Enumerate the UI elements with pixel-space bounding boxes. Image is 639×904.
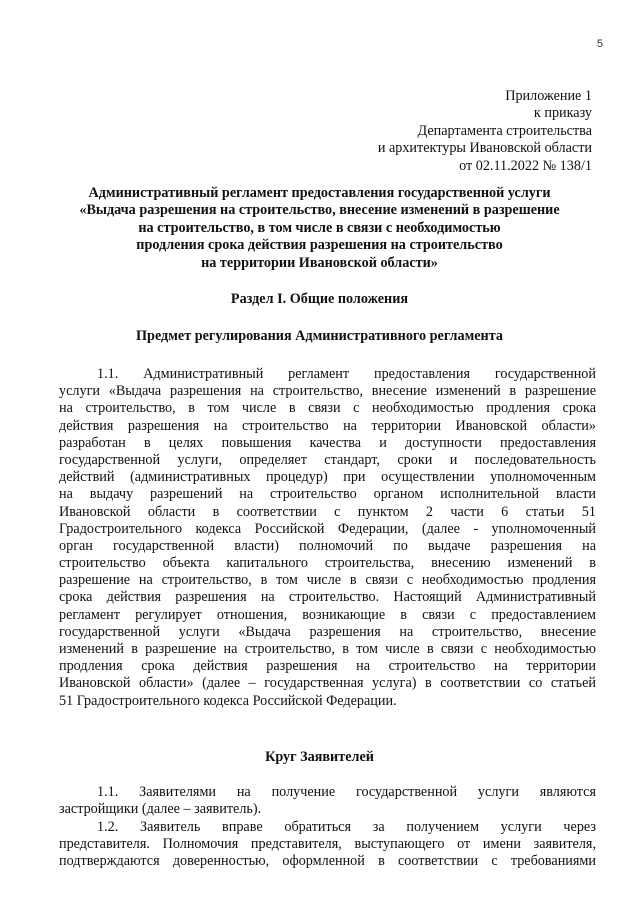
paragraph-line: действий (административных процедур) при осуществлении уполномоченным bbox=[59, 469, 596, 486]
title-line: на строительство, в том числе в связи с необходимостью bbox=[138, 219, 501, 236]
paragraph-line: государственной услуги «Выдача разрешения на строительство, внесение bbox=[59, 623, 596, 640]
paragraph-1-1 bbox=[59, 366, 596, 710]
paragraph-line: действия разрешения на строительство на территории Ивановской области» bbox=[59, 417, 596, 434]
paragraph-line: услуги «Выдача разрешения на строительство, внесение изменений в разрешение bbox=[59, 383, 596, 400]
paragraph-line: на выдачу разрешений на строительство органом исполнительной власти bbox=[59, 486, 596, 503]
paragraph-line: орган государственной власти) полномочий по выдаче разрешения на bbox=[59, 537, 596, 554]
paragraph-line: разрешение на строительство, в том числе в связи с необходимостью продления bbox=[59, 572, 596, 589]
appendix-line: Приложение 1 bbox=[505, 88, 592, 104]
paragraph-line: 1.1. Заявителями на получение государственной услуги являются bbox=[97, 784, 596, 800]
paragraph-line: строительство объекта капитального строительства, внесению изменений в bbox=[59, 555, 596, 572]
section-heading: Раздел I. Общие положения bbox=[230, 291, 409, 307]
paragraph-line: продления срока действия разрешения на строительство на территории bbox=[59, 658, 596, 675]
paragraph-line: государственной услуги, определяет стандарт, сроки и последовательность bbox=[59, 451, 596, 468]
paragraph-line: срока действия разрешения на строительство. Настоящий Административный bbox=[59, 589, 596, 606]
subheading-subject: Предмет регулирования Административного регламента bbox=[136, 328, 503, 344]
page-number: 5 bbox=[596, 38, 603, 50]
paragraph-applicants-1-1 bbox=[59, 784, 596, 818]
paragraph-line: Градостроительного кодекса Российской Федерации, (далее - уполномоченный bbox=[59, 520, 596, 537]
paragraph-line: 1.1. Административный регламент предоставления государственной bbox=[97, 366, 596, 382]
paragraph-line: разработан в целях повышения качества и доступности предоставления bbox=[59, 434, 596, 451]
subheading-applicants: Круг Заявителей bbox=[265, 749, 374, 765]
title-line: на территории Ивановской области» bbox=[201, 254, 438, 271]
paragraph-line: изменений в разрешение на строительство, в том числе в связи с необходимостью bbox=[59, 641, 596, 657]
title-line: «Выдача разрешения на строительство, внесение изменений в разрешение bbox=[79, 202, 560, 219]
paragraph-line: 1.2. Заявитель вправе обратиться за получением услуги через bbox=[97, 819, 596, 835]
paragraph-line: застройщики (далее – заявитель). bbox=[59, 801, 262, 818]
paragraph-applicants-1-2 bbox=[59, 819, 596, 871]
paragraph-line: подтверждаются доверенностью, оформленной в соответствии с требованиями bbox=[59, 853, 596, 870]
appendix-line: к приказу bbox=[533, 105, 592, 122]
title-line: Административный регламент предоставления государственной услуги bbox=[88, 185, 551, 201]
document-title bbox=[40, 185, 599, 272]
paragraph-line: Ивановской области» (далее – государственная услуга) в соответствии со статьей bbox=[59, 675, 596, 692]
paragraph-line: 51 Градостроительного кодекса Российской Федерации. bbox=[59, 692, 397, 709]
appendix-line: и архитектуры Ивановской области bbox=[377, 140, 592, 157]
paragraph-line: регламент регулирует отношения, возникающие в связи с предоставлением bbox=[59, 606, 596, 623]
title-line: продления срока действия разрешения на строительство bbox=[136, 237, 503, 254]
appendix-line: Департамента строительства bbox=[417, 122, 592, 139]
appendix-line: от 02.11.2022 № 138/1 bbox=[459, 157, 592, 174]
paragraph-line: на строительство, в том числе в связи с необходимостью продления срока bbox=[59, 400, 596, 417]
appendix-block bbox=[378, 88, 592, 175]
paragraph-line: Ивановской области в соответствии с пунктом 2 части 6 статьи 51 bbox=[59, 503, 596, 520]
paragraph-line: представителя. Полномочия представителя, выступающего от имени заявителя, bbox=[59, 836, 596, 853]
